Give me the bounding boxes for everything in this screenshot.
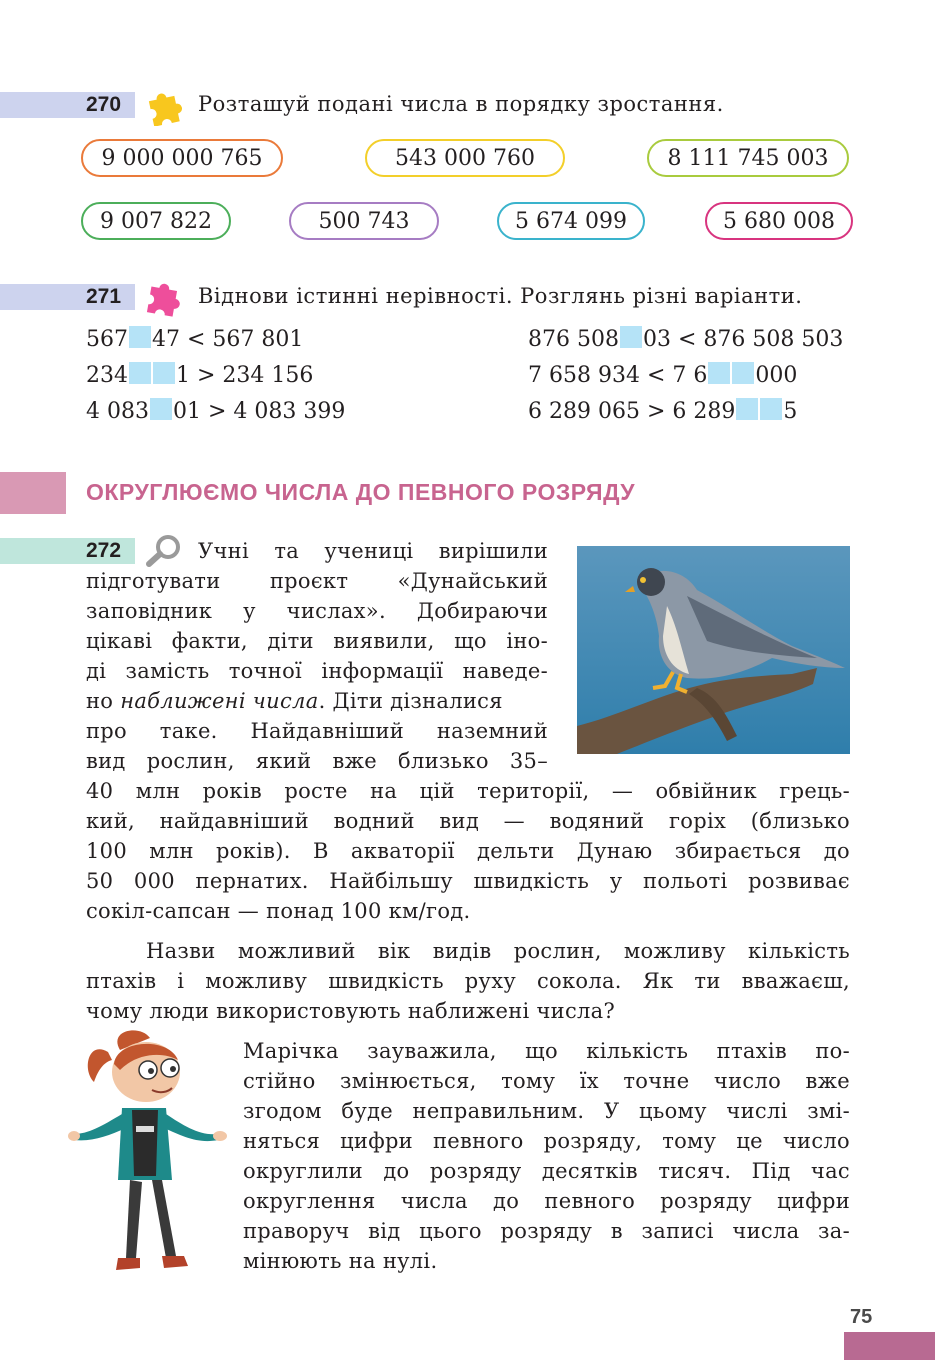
answer-box[interactable]	[153, 362, 175, 384]
pink-puzzle-icon	[144, 275, 186, 317]
inequality-part: 7 658 934 < 7 6	[528, 363, 708, 388]
page-number: 75	[850, 1306, 873, 1328]
task-270-instruction: Розташуй подані числа в порядку зростання.	[198, 92, 724, 116]
inequality-row	[528, 326, 843, 354]
answer-box[interactable]	[150, 398, 172, 420]
inequality-part: 1 > 234 156	[176, 363, 314, 388]
text-line: 100 млн років). В акваторії дельти Дунаю збирається до	[86, 839, 850, 863]
inequality-row	[528, 362, 797, 390]
text-line: птахів і можливу швидкість руху сокола. Як ти вважаєш,	[86, 969, 850, 993]
section-bar	[0, 472, 66, 514]
text-line: 40 млн років росте на цій території, — обвійник грець-	[86, 779, 850, 803]
text-line: вид рослин, який вже близько 35–	[86, 749, 548, 773]
text-line: Назви можливий вік видів рослин, можливу кількість	[146, 939, 850, 963]
answer-box[interactable]	[129, 326, 151, 348]
number-card: 8 111 745 003	[647, 139, 849, 177]
text-line: мінюють на нулі.	[243, 1249, 438, 1273]
text-line: заповідник у числах». Добираючи	[86, 599, 548, 623]
answer-box[interactable]	[736, 398, 758, 420]
text-line: стійно змінюється, тому їх точне число вже	[243, 1069, 850, 1093]
task-272-question	[86, 936, 850, 1026]
answer-box[interactable]	[732, 362, 754, 384]
text-line: про таке. Найдавніший наземний	[86, 719, 548, 743]
inequality-row	[528, 398, 797, 426]
inequality-part: 03 < 876 508 503	[642, 327, 844, 352]
text-line: праворуч від цього розряду в записі числа за-	[243, 1219, 850, 1243]
task-270-number: 270	[86, 93, 122, 116]
inequality-row	[86, 362, 313, 390]
number-card: 9 000 000 765	[81, 139, 283, 177]
girl-illustration	[68, 1030, 238, 1280]
text-line: підготувати проєкт «Дунайський	[86, 569, 548, 593]
text-line: кий, найдавніший водний вид — водяний горіх (близько	[86, 809, 850, 833]
number-card: 500 743	[289, 202, 439, 240]
falcon-photo	[577, 546, 850, 754]
inequality-part: 5	[783, 399, 798, 424]
text-line: округлення числа до певного розряду цифри	[243, 1189, 850, 1213]
text-line: няться цифри певного розряду, тому це число	[243, 1129, 850, 1153]
answer-box[interactable]	[129, 362, 151, 384]
inequality-row	[86, 398, 345, 426]
task-272-number: 272	[86, 539, 122, 562]
inequality-part: 4 083	[86, 399, 149, 424]
text-line: сокіл-сапсан — понад 100 км/год.	[86, 899, 471, 923]
number-card: 543 000 760	[365, 139, 565, 177]
task-271-number: 271	[86, 285, 122, 308]
section-title: ОКРУГЛЮЄМО ЧИСЛА ДО ПЕВНОГО РОЗРЯДУ	[86, 479, 636, 505]
inequality-part: 01 > 4 083 399	[172, 399, 346, 424]
number-card: 5 680 008	[705, 202, 853, 240]
text-line: Учні та учениці вирішили	[198, 539, 548, 563]
answer-box[interactable]	[708, 362, 730, 384]
text-line: ді замість точної інформації наведе-	[86, 659, 548, 683]
task-272-wide-text	[86, 776, 850, 926]
text-part: . Діти дізналися	[318, 689, 503, 713]
answer-box[interactable]	[760, 398, 782, 420]
inequality-part: 567	[86, 327, 128, 352]
text-line: цікаві факти, діти виявили, що іно-	[86, 629, 548, 653]
inequality-part: 47 < 567 801	[152, 327, 304, 352]
inequality-part: 876 508	[528, 327, 619, 352]
task-271-instruction: Віднови істинні нерівності. Розглянь різні варіанти.	[198, 284, 803, 308]
inequality-part: 6 289 065 > 6 289	[528, 399, 736, 424]
number-card: 5 674 099	[497, 202, 645, 240]
answer-box[interactable]	[620, 326, 642, 348]
number-card: 9 007 822	[81, 202, 231, 240]
text-line: округлили до розряду десятків тисяч. Під час	[243, 1159, 850, 1183]
task-272-narrow-text	[86, 536, 548, 776]
inequality-row	[86, 326, 303, 354]
task-272-girl-text	[243, 1036, 850, 1276]
text-part: но	[86, 689, 121, 713]
footer-bar	[844, 1332, 935, 1360]
text-line: Марічка зауважила, що кількість птахів по-	[243, 1039, 850, 1063]
text-line: згодом буде неправильним. У цьому числі змі-	[243, 1099, 850, 1123]
yellow-puzzle-icon	[144, 84, 186, 126]
inequality-part: 234	[86, 363, 128, 388]
text-line	[86, 686, 548, 716]
inequality-part: 000	[755, 363, 798, 388]
text-line: 50 000 пернатих. Найбільшу швидкість у польоті розвиває	[86, 869, 850, 893]
text-line: чому люди використовують наближені числа?	[86, 999, 616, 1023]
italic-term: наближені числа	[120, 689, 319, 713]
